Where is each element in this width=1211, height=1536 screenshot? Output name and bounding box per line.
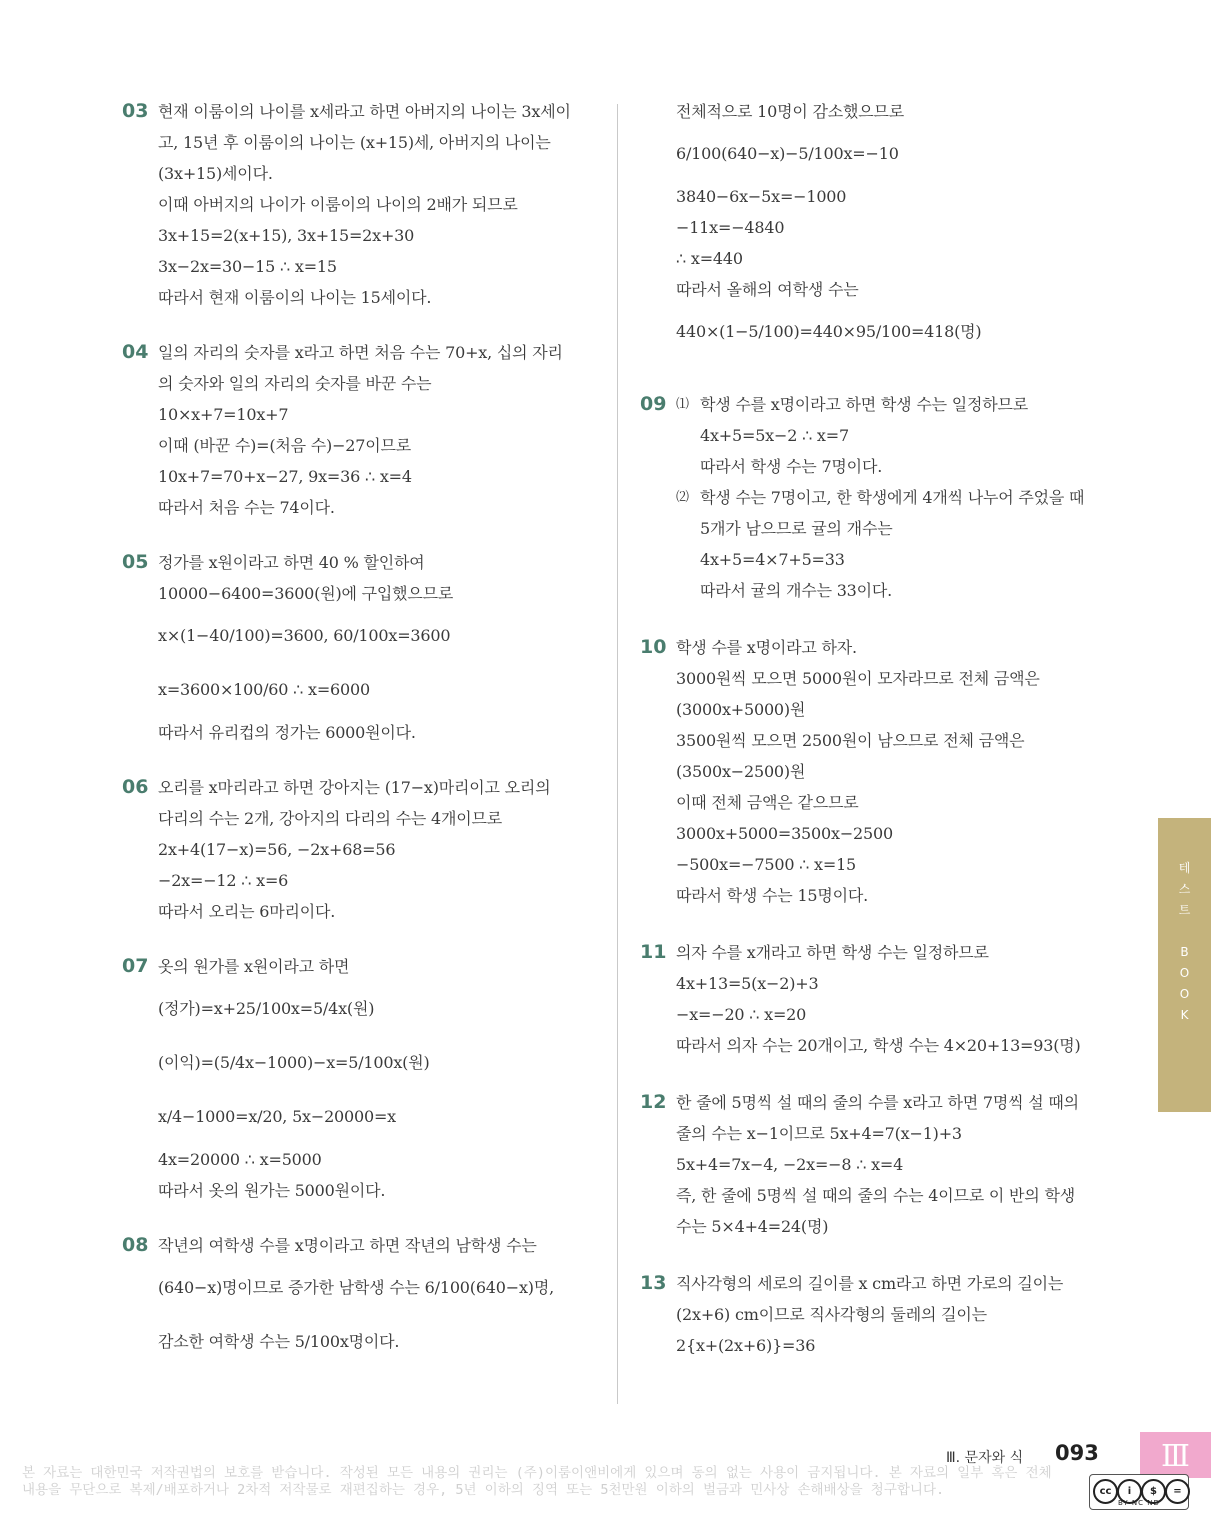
- sub-problem: [676, 389, 1130, 482]
- solution-line: (정가)=x+25/100x=5/4x(원): [158, 999, 375, 1018]
- problem-10: [640, 632, 1130, 911]
- side-tab-char: O: [1179, 966, 1190, 980]
- problem-07: [122, 951, 600, 1206]
- solution-line: 한 줄에 5명씩 설 때의 줄의 수를 x라고 하면 7명씩 설 때의: [676, 1093, 1079, 1112]
- chapter-tab: Ⅲ: [1140, 1432, 1211, 1478]
- solution-line: 10×x+7=10x+7: [158, 405, 289, 424]
- solution-line: 4x=20000 ∴ x=5000: [158, 1150, 322, 1169]
- solution-line: 10000−6400=3600(원)에 구입했으므로: [158, 584, 454, 603]
- problem-06: [122, 772, 600, 927]
- solution-line: 3000원씩 모으면 5000원이 모자라므로 전체 금액은: [676, 669, 1040, 688]
- solution-line: 3x−2x=30−15 ∴ x=15: [158, 257, 337, 276]
- solution-line: 정가를 x원이라고 하면 40 % 할인하여: [158, 553, 425, 572]
- solution-line: 3x+15=2(x+15), 3x+15=2x+30: [158, 226, 415, 245]
- solution-line: 전체적으로 10명이 감소했으므로: [676, 102, 905, 121]
- solution-line: (640−x)명이므로 증가한 남학생 수는 6/100(640−x)명,: [158, 1278, 554, 1297]
- solution-line: 따라서 유리컵의 정가는 6000원이다.: [158, 723, 416, 742]
- solution-line: ∴ x=440: [676, 249, 743, 268]
- solution-line: 감소한 여학생 수는 5/100x명이다.: [158, 1332, 400, 1351]
- problem-number: 05: [122, 551, 149, 573]
- solution-line: (3x+15)세이다.: [158, 164, 273, 183]
- solution-line: 4x+13=5(x−2)+3: [676, 974, 819, 993]
- solution-line: 따라서 학생 수는 15명이다.: [676, 886, 869, 905]
- problem-number: 04: [122, 341, 149, 363]
- left-column: [122, 96, 600, 1393]
- copyright-notice: 본 자료는 대한민국 저작권법의 보호를 받습니다. 작성된 모든 내용의 권리는 (주)이룸이앤비에게 있으며 동의 없는 사용이 금지됩니다. 본 자료의 일부 혹은 전체 내용을 무단으로 복제/배포하거나 2차적 저작물로 재편집하는 경우, 5년 이하의 징역 또는 5천만원 이하의 벌금과 민사상 손해배상을 청구합니다.: [22, 1465, 1052, 1498]
- sub-problem-label: ⑵: [676, 490, 690, 505]
- problem-11: [640, 937, 1130, 1061]
- solution-line: 따라서 귤의 개수는 33이다.: [700, 581, 893, 600]
- side-tab: [1158, 818, 1211, 1112]
- cc-icon: cc: [1093, 1479, 1118, 1504]
- solution-line: (3000x+5000)원: [676, 700, 806, 719]
- solution-line: 학생 수를 x명이라고 하자.: [676, 638, 857, 657]
- solution-line: 5개가 남으므로 귤의 개수는: [700, 519, 893, 538]
- solution-line: 따라서 의자 수는 20개이고, 학생 수는 4×20+13=93(명): [676, 1036, 1081, 1055]
- solution-line: 따라서 현재 이룸이의 나이는 15세이다.: [158, 288, 432, 307]
- solution-line: 10x+7=70+x−27, 9x=36 ∴ x=4: [158, 467, 412, 486]
- solution-line: 학생 수를 x명이라고 하면 학생 수는 일정하므로: [700, 395, 1029, 414]
- solution-line: 3000x+5000=3500x−2500: [676, 824, 893, 843]
- sub-problem-label: ⑴: [676, 397, 690, 412]
- solution-line: 3840−6x−5x=−1000: [676, 187, 847, 206]
- solution-line: 4x+5=4×7+5=33: [700, 550, 845, 569]
- solution-line: 이때 (바꾼 수)=(처음 수)−27이므로: [158, 436, 412, 455]
- side-tab-char: 테: [1178, 861, 1191, 875]
- solution-line: 고, 15년 후 이룸이의 나이는 (x+15)세, 아버지의 나이는: [158, 133, 551, 152]
- solution-line: x/4−1000=x/20, 5x−20000=x: [158, 1107, 397, 1126]
- problem-08-continuation: [640, 96, 1130, 359]
- solution-line: 직사각형의 세로의 길이를 x cm라고 하면 가로의 길이는: [676, 1274, 1064, 1293]
- nc-icon: $: [1141, 1479, 1166, 1504]
- problem-04: [122, 337, 600, 523]
- solution-line: −2x=−12 ∴ x=6: [158, 871, 289, 890]
- problem-number: 09: [640, 393, 667, 415]
- cc-license-badge: [1089, 1474, 1189, 1510]
- solution-line: 이때 전체 금액은 같으므로: [676, 793, 859, 812]
- solution-line: 6/100(640−x)−5/100x=−10: [676, 144, 899, 163]
- side-tab-char: K: [1180, 1008, 1189, 1022]
- problem-12: [640, 1087, 1130, 1242]
- solution-line: (3500x−2500)원: [676, 762, 806, 781]
- right-column: [640, 96, 1130, 1387]
- solution-line: 따라서 오리는 6마리이다.: [158, 902, 336, 921]
- solution-line: 따라서 처음 수는 74이다.: [158, 498, 335, 517]
- solution-line: 학생 수는 7명이고, 한 학생에게 4개씩 나누어 주었을 때: [700, 488, 1085, 507]
- solution-line: 수는 5×4+4=24(명): [676, 1217, 829, 1236]
- problem-number: 03: [122, 100, 149, 122]
- solution-line: 의자 수를 x개라고 하면 학생 수는 일정하므로: [676, 943, 989, 962]
- page-number: 093: [1055, 1441, 1099, 1465]
- solution-line: 의 숫자와 일의 자리의 숫자를 바꾼 수는: [158, 374, 432, 393]
- by-icon: i: [1117, 1479, 1142, 1504]
- solution-line: 이때 아버지의 나이가 이룸이의 나이의 2배가 되므로: [158, 195, 518, 214]
- solution-line: 오리를 x마리라고 하면 강아지는 (17−x)마리이고 오리의: [158, 778, 551, 797]
- solution-line: 현재 이룸이의 나이를 x세라고 하면 아버지의 나이는 3x세이: [158, 102, 571, 121]
- solution-line: (2x+6) cm이므로 직사각형의 둘레의 길이는: [676, 1305, 987, 1324]
- solution-line: 일의 자리의 숫자를 x라고 하면 처음 수는 70+x, 십의 자리: [158, 343, 563, 362]
- solution-line: 5x+4=7x−4, −2x=−8 ∴ x=4: [676, 1155, 904, 1174]
- side-tab-char: [1158, 921, 1211, 942]
- problem-09: [640, 389, 1130, 606]
- problem-number: 11: [640, 941, 667, 963]
- problem-number: 07: [122, 955, 149, 977]
- solution-line: (이익)=(5/4x−1000)−x=5/100x(원): [158, 1053, 430, 1072]
- problem-05: [122, 547, 600, 748]
- problem-number: 13: [640, 1272, 667, 1294]
- chapter-label: Ⅲ. 문자와 식: [946, 1450, 1024, 1466]
- solution-line: x=3600×100/60 ∴ x=6000: [158, 680, 370, 699]
- solution-line: 4x+5=5x−2 ∴ x=7: [700, 426, 849, 445]
- sub-problem: [676, 482, 1130, 606]
- solution-line: 따라서 올해의 여학생 수는: [676, 280, 859, 299]
- license-label: BY NC ND: [1118, 1499, 1160, 1507]
- column-divider: [617, 104, 618, 1404]
- solution-line: 작년의 여학생 수를 x명이라고 하면 작년의 남학생 수는: [158, 1236, 537, 1255]
- solution-line: 440×(1−5/100)=440×95/100=418(명): [676, 322, 982, 341]
- side-tab-char: 스: [1178, 882, 1191, 896]
- side-tab-char: B: [1180, 945, 1189, 959]
- problem-13: [640, 1268, 1130, 1361]
- solution-line: 따라서 학생 수는 7명이다.: [700, 457, 883, 476]
- solution-line: 2{x+(2x+6)}=36: [676, 1336, 816, 1355]
- side-tab-char: 트: [1178, 903, 1191, 917]
- problem-number: 08: [122, 1234, 149, 1256]
- side-tab-label: [1158, 858, 1211, 1026]
- problem-08: [122, 1230, 600, 1369]
- solution-line: 따라서 옷의 원가는 5000원이다.: [158, 1181, 386, 1200]
- solution-line: 줄의 수는 x−1이므로 5x+4=7(x−1)+3: [676, 1124, 962, 1143]
- problem-03: [122, 96, 600, 313]
- solution-line: −x=−20 ∴ x=20: [676, 1005, 807, 1024]
- solution-line: x×(1−40/100)=3600, 60/100x=3600: [158, 626, 451, 645]
- solution-line: −11x=−4840: [676, 218, 785, 237]
- nd-icon: =: [1165, 1479, 1190, 1504]
- side-tab-char: O: [1179, 987, 1190, 1001]
- solution-line: 2x+4(17−x)=56, −2x+68=56: [158, 840, 396, 859]
- problem-number: 12: [640, 1091, 667, 1113]
- solution-line: −500x=−7500 ∴ x=15: [676, 855, 857, 874]
- problem-number: 06: [122, 776, 149, 798]
- solution-line: 다리의 수는 2개, 강아지의 다리의 수는 4개이므로: [158, 809, 503, 828]
- problem-number: 10: [640, 636, 667, 658]
- solution-line: 즉, 한 줄에 5명씩 설 때의 줄의 수는 4이므로 이 반의 학생: [676, 1186, 1075, 1205]
- solution-line: 3500원씩 모으면 2500원이 남으므로 전체 금액은: [676, 731, 1025, 750]
- solution-line: 옷의 원가를 x원이라고 하면: [158, 957, 350, 976]
